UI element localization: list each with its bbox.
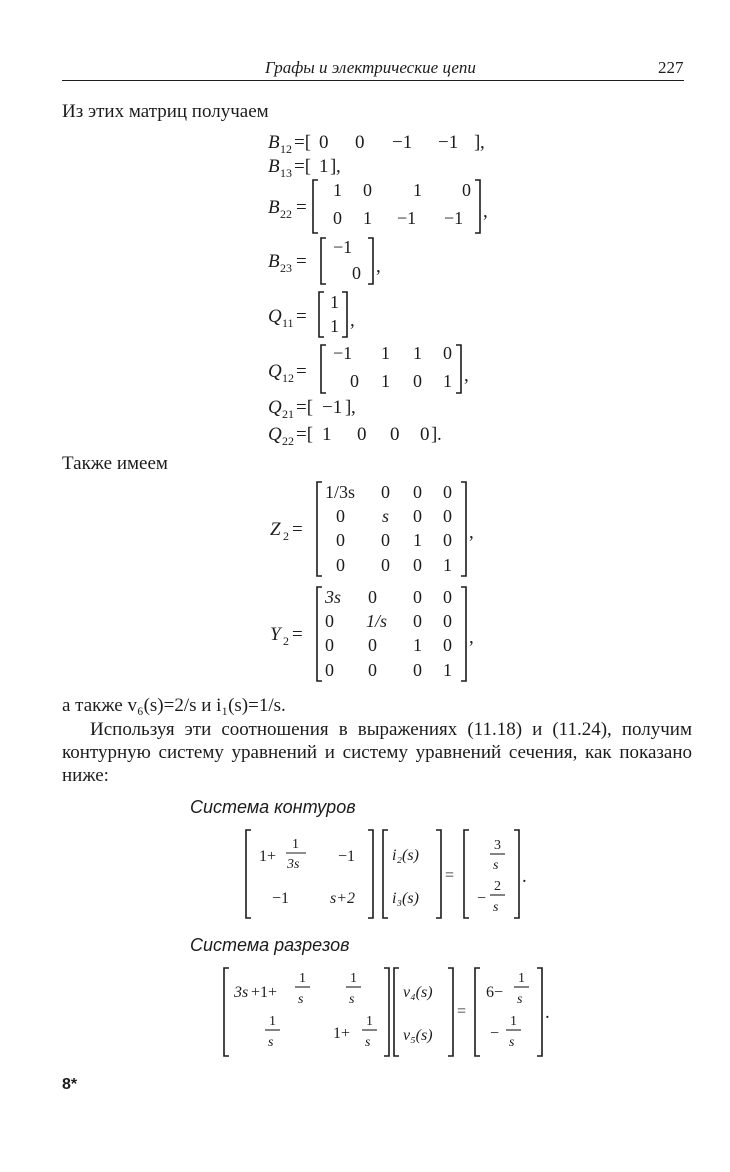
svg-text:=: = <box>296 361 307 382</box>
matrix-cell: s <box>382 506 390 526</box>
svg-text:]: ] <box>431 424 438 445</box>
svg-text:22: 22 <box>282 434 294 448</box>
matrix-cell: 0 <box>413 611 422 631</box>
matrix-cell: 1/s <box>366 611 388 631</box>
svg-text:B: B <box>268 197 280 218</box>
unknown-cell: v₄(s) <box>403 984 433 1001</box>
svg-text:+1+: +1+ <box>251 984 278 1001</box>
svg-text:]: ] <box>330 156 337 177</box>
matrix-cell: 0 <box>355 132 365 153</box>
svg-text:,: , <box>480 132 485 153</box>
matrix-cell: 0 <box>368 587 377 607</box>
matrix-cell: 0 <box>350 371 359 391</box>
svg-text:,: , <box>351 397 356 418</box>
matrix-cell: 1 <box>413 180 422 200</box>
svg-text:B: B <box>268 251 280 272</box>
matrix-cell: 1 <box>333 180 342 200</box>
matrix-cell: 1 <box>381 343 390 363</box>
svg-text:=[: =[ <box>296 424 314 445</box>
matrix-cell: 0 <box>413 587 422 607</box>
matrix-cell: 0 <box>390 424 400 445</box>
matrix-cell: 1 <box>413 530 422 550</box>
svg-text:11: 11 <box>282 316 294 330</box>
svg-text:12: 12 <box>282 371 294 385</box>
matrix-cell: 0 <box>336 506 345 526</box>
svg-text:−: − <box>490 1025 500 1042</box>
matrix-cell: 0 <box>363 180 372 200</box>
matrix-cell: −1 <box>338 848 356 865</box>
svg-text:s: s <box>517 992 523 1007</box>
matrix-cell: s+2 <box>330 890 356 907</box>
svg-text:22: 22 <box>280 207 292 221</box>
cutset-system-equation <box>224 968 550 1056</box>
matrix-cell: 0 <box>462 180 471 200</box>
svg-text:,: , <box>469 627 474 648</box>
matrix-cell: 0 <box>319 132 329 153</box>
svg-text:=: = <box>292 624 303 645</box>
matrix-cell: 0 <box>368 660 377 680</box>
svg-text:B: B <box>268 132 280 153</box>
svg-text:s: s <box>509 1035 515 1050</box>
matrix-cell: 0 <box>357 424 367 445</box>
body-paragraph: Используя эти соотношения в выражениях (11.18) и (11.24), получим контурную систему уравнений и систему уравнений сечения, как показано ниже: <box>62 719 692 786</box>
matrix-cell: 0 <box>368 635 377 655</box>
matrix-cell: 0 <box>443 482 452 502</box>
svg-text:1: 1 <box>292 837 299 852</box>
matrix-cell: 1 <box>319 156 329 177</box>
svg-text:Z: Z <box>270 519 281 540</box>
matrix-cell: 0 <box>381 530 390 550</box>
svg-text:.: . <box>545 1002 550 1023</box>
svg-text:1: 1 <box>366 1014 373 1029</box>
matrix-cell: 0 <box>443 506 452 526</box>
equation-Y2 <box>270 587 474 681</box>
svg-text:]: ] <box>345 397 352 418</box>
svg-text:s: s <box>349 992 355 1007</box>
svg-text:B: B <box>268 156 280 177</box>
svg-text:,: , <box>464 365 469 386</box>
svg-text:3: 3 <box>494 838 501 853</box>
matrix-cell: 0 <box>336 530 345 550</box>
loop-system-heading: Система контуров <box>190 797 356 817</box>
svg-text:3s: 3s <box>234 984 249 1001</box>
svg-text:2: 2 <box>494 879 501 894</box>
matrix-cell: 3s <box>325 587 342 607</box>
svg-text:=: = <box>296 251 307 272</box>
equation-B12 <box>268 132 485 156</box>
sources-line: а также v₆(s)=2/s и i₁(s)=1/s. <box>62 695 286 716</box>
unknown-cell: i₂(s) <box>392 847 419 864</box>
svg-text:1: 1 <box>299 971 306 986</box>
svg-text:12: 12 <box>280 142 292 156</box>
svg-text:,: , <box>350 310 355 331</box>
svg-text:23: 23 <box>280 261 292 275</box>
matrix-cell: 0 <box>381 482 390 502</box>
svg-text:Q: Q <box>268 397 282 418</box>
matrix-cell: 1 <box>363 208 372 228</box>
svg-text:Q: Q <box>268 306 282 327</box>
svg-text:1: 1 <box>269 1014 276 1029</box>
matrix-cell: 0 <box>352 263 361 283</box>
svg-text:=: = <box>457 1003 467 1020</box>
svg-text:Y: Y <box>270 624 281 645</box>
svg-text:−: − <box>477 890 487 907</box>
equation-B22 <box>268 180 488 233</box>
matrix-cell: 0 <box>413 555 422 575</box>
svg-text:1+: 1+ <box>333 1025 351 1042</box>
svg-text:]: ] <box>474 132 481 153</box>
svg-text:1: 1 <box>518 971 525 986</box>
page-number: 227 <box>658 58 684 77</box>
svg-text:6−: 6− <box>486 984 504 1001</box>
equation-Q22 <box>268 424 442 448</box>
svg-text:s: s <box>493 858 499 873</box>
matrix-cell: 1 <box>322 424 332 445</box>
matrix-cell: 1 <box>443 555 452 575</box>
also-line: Также имеем <box>62 453 168 474</box>
matrix-cell: 1 <box>413 635 422 655</box>
matrix-cell: −1 <box>272 890 290 907</box>
matrix-cell: −1 <box>322 397 343 418</box>
svg-text:1: 1 <box>350 971 357 986</box>
matrix-cell: 0 <box>443 635 452 655</box>
matrix-cell: 0 <box>443 611 452 631</box>
running-title: Графы и электрические цепи <box>265 58 476 77</box>
matrix-cell: 1/3s <box>325 482 356 502</box>
svg-text:21: 21 <box>282 407 294 421</box>
matrix-cell: 0 <box>381 555 390 575</box>
unknown-cell: v₅(s) <box>403 1027 433 1044</box>
svg-text:1+: 1+ <box>259 848 277 865</box>
svg-text:2: 2 <box>283 634 289 648</box>
matrix-cell: −1 <box>333 343 353 363</box>
matrix-cell: 0 <box>443 343 452 363</box>
svg-text:=[: =[ <box>296 397 314 418</box>
matrix-cell: −1 <box>392 132 413 153</box>
svg-text:.: . <box>522 866 527 887</box>
svg-text:=[: =[ <box>294 156 312 177</box>
svg-text:3s: 3s <box>287 857 300 872</box>
matrix-cell: 0 <box>413 371 422 391</box>
matrix-cell: 1 <box>413 343 422 363</box>
cutset-system-heading: Система разрезов <box>190 935 350 955</box>
matrix-cell: 0 <box>443 530 452 550</box>
matrix-cell: 0 <box>333 208 342 228</box>
svg-text:Q: Q <box>268 361 282 382</box>
svg-text:=[: =[ <box>294 132 312 153</box>
matrix-cell: 1 <box>381 371 390 391</box>
equation-B23 <box>268 237 381 284</box>
equation-Q12 <box>268 343 469 393</box>
svg-text:,: , <box>376 256 381 277</box>
svg-text:.: . <box>437 424 442 445</box>
svg-text:s: s <box>268 1035 274 1050</box>
svg-text:=: = <box>445 867 455 884</box>
svg-text:,: , <box>336 156 341 177</box>
unknown-cell: i₃(s) <box>392 890 419 907</box>
svg-text:1: 1 <box>510 1014 517 1029</box>
svg-text:,: , <box>483 201 488 222</box>
matrix-cell: −1 <box>397 208 417 228</box>
matrix-cell: 0 <box>443 587 452 607</box>
loop-system-equation <box>246 830 527 918</box>
matrix-cell: −1 <box>333 237 353 257</box>
svg-text:=: = <box>296 306 307 327</box>
svg-text:,: , <box>469 522 474 543</box>
svg-text:=: = <box>296 197 307 218</box>
signature-mark: 8* <box>62 1076 78 1093</box>
matrix-cell: 1 <box>330 316 339 336</box>
matrix-cell: 1 <box>443 660 452 680</box>
matrix-cell: −1 <box>438 132 459 153</box>
matrix-cell: −1 <box>444 208 464 228</box>
matrix-cell: 0 <box>413 506 422 526</box>
svg-text:2: 2 <box>283 529 289 543</box>
matrix-cell: 0 <box>336 555 345 575</box>
matrix-cell: 0 <box>325 611 334 631</box>
matrix-cell: 0 <box>420 424 430 445</box>
equation-Q11 <box>268 292 355 337</box>
matrix-cell: 0 <box>325 635 334 655</box>
matrix-cell: 1 <box>330 292 339 312</box>
matrix-cell: 1 <box>443 371 452 391</box>
svg-text:13: 13 <box>280 166 292 180</box>
intro-line: Из этих матриц получаем <box>62 101 269 122</box>
matrix-cell: 0 <box>413 482 422 502</box>
matrix-cell: 0 <box>325 660 334 680</box>
equation-B13 <box>268 156 341 180</box>
svg-text:s: s <box>298 992 304 1007</box>
svg-text:s: s <box>365 1035 371 1050</box>
svg-text:Q: Q <box>268 424 282 445</box>
matrix-cell: 0 <box>413 660 422 680</box>
equation-Z2 <box>270 482 474 576</box>
svg-text:=: = <box>292 519 303 540</box>
equation-Q21 <box>268 397 356 421</box>
svg-text:s: s <box>493 900 499 915</box>
